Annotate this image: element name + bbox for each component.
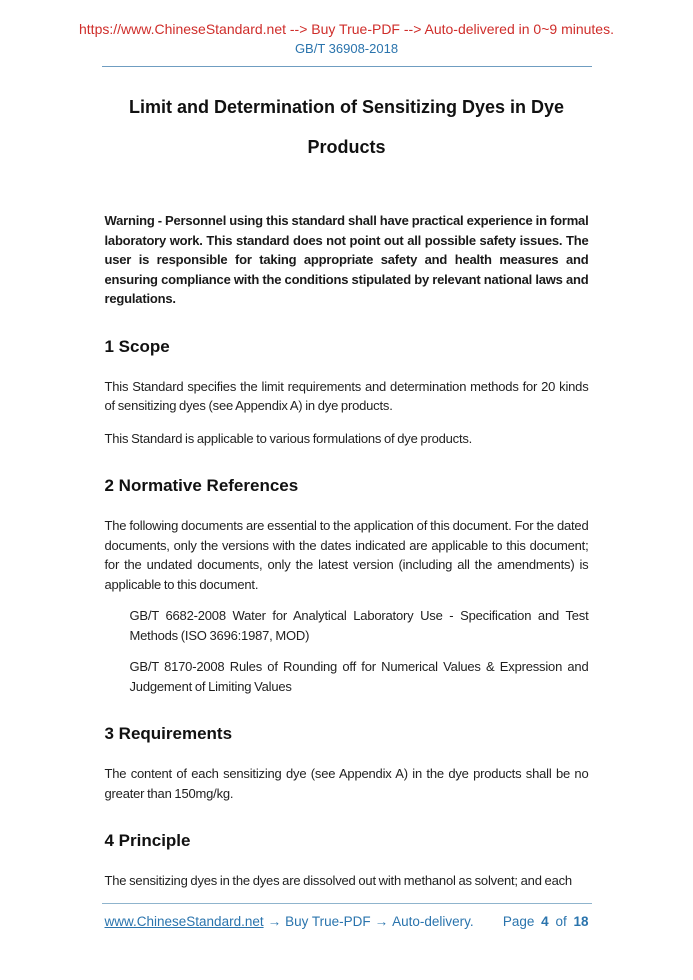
header-divider [102, 66, 592, 67]
document-body [105, 87, 589, 891]
section-heading-scope: 1 Scope [104, 336, 170, 356]
footer-site-link[interactable]: www.ChineseStandard.net [104, 914, 264, 929]
document-title-line2: Products [307, 137, 386, 157]
warning-paragraph: Warning - Personnel using this standard shall have practical experience in formal laboratory work. This standard does not point out all possible safety issues. The user is responsible for taking appropriate safety and health measures and ensuring compliance with the conditions stipulated by relevant national laws and regulations. [104, 213, 589, 306]
body-paragraph: The sensitizing dyes in the dyes are dissolved out with methanol as solvent; and each [104, 873, 572, 888]
right-arrow-icon: → [267, 914, 282, 929]
body-paragraph: The content of each sensitizing dye (see Appendix A) in the dye products shall be no greater than 150mg/kg. [104, 766, 589, 801]
footer-delivery-label: Auto-delivery. [392, 914, 474, 929]
footer-left [105, 914, 474, 929]
reference-item: GB/T 6682-2008 Water for Analytical Laboratory Use - Specification and Test Methods (ISO 3696:1987, MOD) [129, 608, 589, 643]
footer-divider [102, 903, 592, 904]
section-heading-requirements: 3 Requirements [104, 724, 233, 743]
page-current: 4 [541, 914, 549, 929]
document-title [105, 87, 589, 167]
page-total: 18 [573, 914, 589, 929]
reference-item: GB/T 8170-2008 Rules of Rounding off for Numerical Values & Expression and Judgement of Limiting Values [129, 659, 589, 694]
footer-buy-label: Buy True-PDF [285, 914, 371, 929]
right-arrow-icon: → [374, 914, 389, 929]
body-paragraph: This Standard specifies the limit requirements and determination methods for 20 kinds of sensitizing dyes (see Appendix A) in dye products. [104, 378, 589, 413]
body-paragraph: This Standard is applicable to various formulations of dye products. [104, 430, 473, 446]
page-indicator [503, 914, 589, 929]
page-label: Page [502, 914, 535, 929]
standard-number: GB/T 36908-2018 [294, 41, 399, 56]
document-title-line1: Limit and Determination of Sensitizing Dyes in Dye [128, 97, 565, 117]
section-heading-normative-references: 2 Normative References [104, 476, 299, 495]
page-of-label: of [555, 914, 567, 929]
body-paragraph: The following documents are essential to the application of this document. For the dated documents, only the versions with the dates indicated are applicable to this document; for the undated documents, only the latest version (including all the amendments) is applicable to this document. [104, 518, 589, 592]
footer-row [105, 914, 589, 929]
section-heading-principle: 4 Principle [104, 831, 191, 850]
page-footer [0, 903, 693, 929]
top-banner-text: https://www.ChineseStandard.net --> Buy True-PDF --> Auto-delivered in 0~9 minutes. [79, 21, 614, 37]
